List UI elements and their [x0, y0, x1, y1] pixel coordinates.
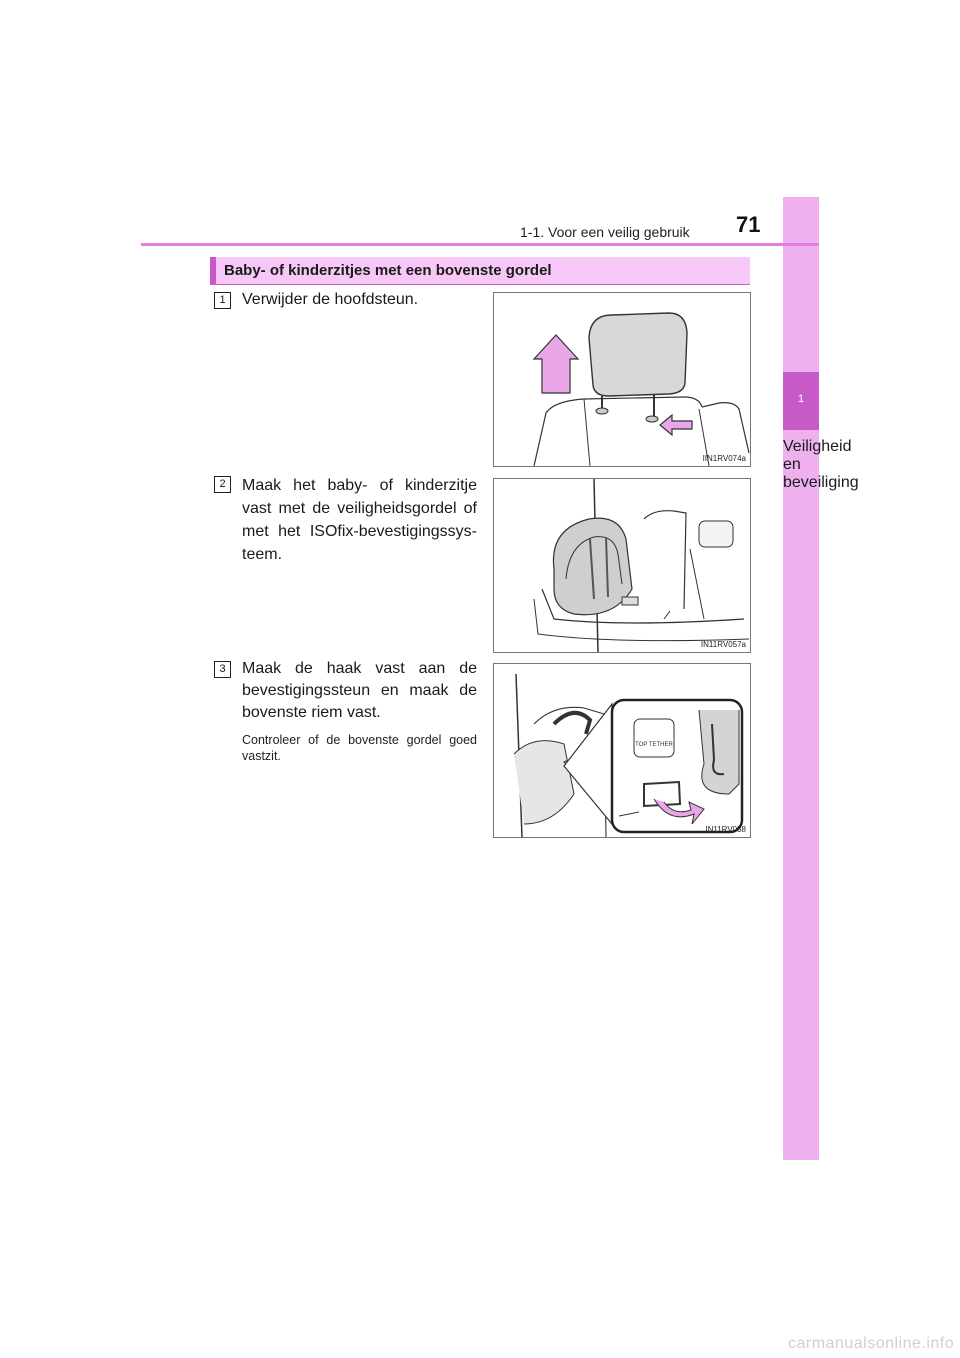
step-number-1: 1	[214, 292, 231, 309]
watermark: carmanualsonline.info	[788, 1335, 955, 1352]
section-heading	[210, 257, 750, 285]
chapter-title: 1-1. Voor een veilig gebruik	[520, 224, 690, 240]
step-note-3: Controleer of de bovenste gordel goed vastzit.	[242, 733, 477, 763]
section-accent	[210, 257, 216, 284]
figure-code: IIN1RV074a	[702, 454, 746, 463]
step-text-1: Verwijder de hoofdsteun.	[242, 291, 419, 308]
chapter-number: 1	[797, 393, 805, 405]
chapter-label-wrap	[783, 438, 859, 598]
figure-top-tether	[493, 663, 751, 838]
step-text-3: Maak de haak vast aan de bevestigingssteun en maak de bovenste riem vast.	[242, 660, 477, 721]
step-text-2: Maak het baby- of kinderzitje vast met de veiligheidsgordel of met het ISOfix-bevestigingssys-teem.	[242, 477, 477, 563]
header-rule	[141, 243, 819, 246]
top-tether-illustration	[494, 664, 750, 837]
page-number: 71	[736, 212, 761, 237]
child-seat-illustration	[494, 479, 750, 652]
headrest-illustration	[494, 293, 750, 466]
step-number-3: 3	[214, 661, 231, 678]
chapter-label: Veiligheid en beveiliging	[783, 438, 859, 491]
figure-code: IN11RV058	[705, 825, 746, 834]
figure-remove-headrest	[493, 292, 751, 467]
step-number-2: 2	[214, 476, 231, 493]
section-title: Baby- of kinderzitjes met een bovenste gordel	[224, 262, 552, 279]
figure-child-seat	[493, 478, 751, 653]
figure-code: IN11RV057a	[700, 640, 746, 649]
tether-label: TOP TETHER	[635, 742, 673, 748]
